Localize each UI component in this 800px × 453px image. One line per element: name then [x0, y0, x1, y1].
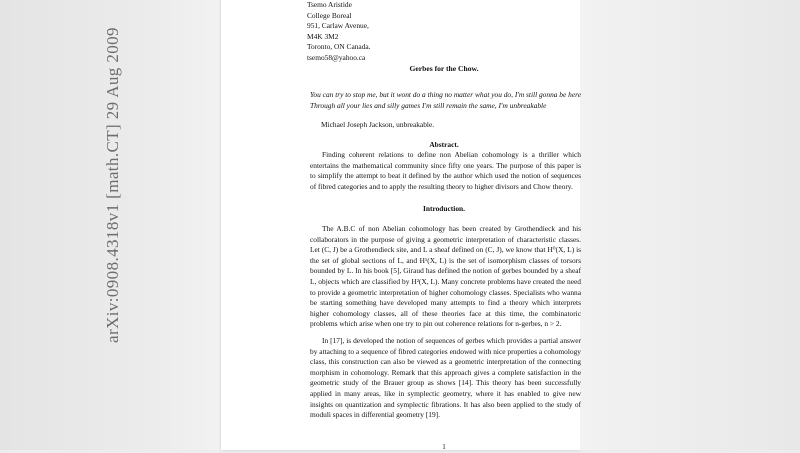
epigraph-quote: You can try to stop me, but it wont do a thing no matter what you do, I'm still gonna be here Through all your lies and silly games I'm still remain the same, I'm unbreakable — [310, 90, 581, 110]
author-email: tsemo58@yahoo.ca — [307, 52, 366, 62]
page-number: 1 — [442, 443, 446, 451]
introduction-heading: Introduction. — [423, 204, 465, 213]
author-block — [307, 0, 457, 63]
author-street: 951, Carlaw Avenue, — [307, 21, 369, 30]
author-city: Toronto, ON Canada. — [307, 42, 371, 51]
epigraph-attribution: Michael Joseph Jackson, unbreakable. — [321, 120, 435, 129]
right-margin-backdrop — [580, 0, 800, 450]
intro-paragraph-1: The A.B.C of non Abelian cohomology has been created by Grothendieck and his collaborators in the purpose of giving a geometric interpretation of characteristic classes. Let (C, J) be a Grothendieck site, and L a sheaf defined on (C, J), we know that H⁰(X, L) is the set of global sections of L, and H¹(X, L) is the set of isomorphism classes of torsors bounded by L. In his book [5], Giraud has defined the notion of gerbes bounded by a sheaf L, objects which are classified by H²(X, L). Many concrete problems have created the need to provide a geometric interpretation of higher cohomology classes. Specialists who wanna be starting something have developed many attempts to find a theory which interprets higher cohomology classes, all of these theories face at this time, the combinatoric problems which arise when one try to pin out coherence relations for n-gerbes, n > 2. — [310, 224, 581, 329]
author-postal: M4K 3M2 — [307, 31, 339, 41]
arxiv-stamp-text: arXiv:0908.4318v1 [math.CT] 29 Aug 2009 — [103, 27, 122, 343]
arxiv-stamp — [98, 27, 128, 343]
abstract-text: Finding coherent relations to define non Abelian cohomology is a thriller which entertains the mathematical community since fifty one years. The purpose of this paper is to simplify the attempt to beat it defined by the author which used the notion of sequences of fibred categories and to apply the resulting theory to higher divisors and Chow theory. — [310, 150, 581, 191]
intro-paragraph-2: In [17], is developed the notion of sequences of gerbes which provides a partial answer by attaching to a sequence of fibred categories endowed with nice properties a cohomology class, this construction can also be viewed as a geometric interpretation of the connecting morphism in cohomology. Remark that this approach gives a complete satisfaction in the geometric study of the Brauer group as shows [14]. This theory has been successfully applied in many areas, like in symplectic geometry, where it has enabled to give new insights on quantization and symplectic fibrations. It has also been applied to the study of moduli spaces in differential geometry [19]. — [310, 336, 581, 420]
abstract-heading: Abstract. — [429, 140, 459, 149]
paper-title: Gerbes for the Chow. — [409, 64, 479, 73]
author-name: Tsemo Aristide — [307, 0, 352, 9]
author-institution: College Boreal — [307, 10, 352, 20]
